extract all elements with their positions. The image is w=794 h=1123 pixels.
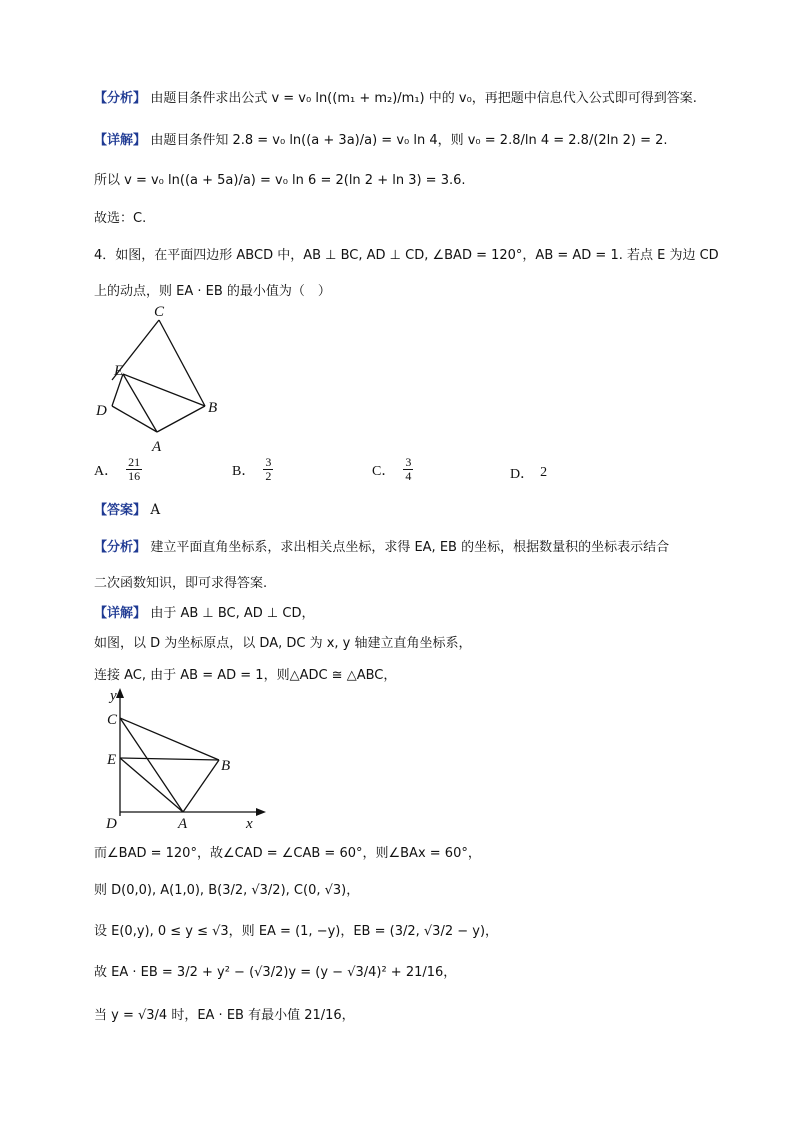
- q4-stem-2: [94, 281, 331, 302]
- fig2-label-A: A: [178, 816, 188, 832]
- fig1-label-E: E: [114, 363, 124, 379]
- q4-stem-line1: 4．如图，在平面四边形 ABCD 中，AB ⊥ BC, AD ⊥ CD, ∠BAD = 120°，AB = AD = 1. 若点 E 为边 CD: [94, 248, 719, 263]
- segment-EB: [120, 758, 219, 760]
- q4-detail-text-1: 由于 AB ⊥ BC, AD ⊥ CD，: [150, 606, 315, 621]
- fig2-label-E: E: [107, 752, 117, 768]
- option-a-fraction: $\frac{21}{16}$: [128, 455, 141, 483]
- prev-so: [94, 170, 466, 191]
- segment-CB: [159, 320, 205, 406]
- y-axis-arrow: [116, 688, 124, 698]
- option-b-fraction: $\frac{3}{2}$: [265, 455, 272, 483]
- q4-analysis-text-1: 建立平面直角坐标系，求出相关点坐标，求得 EA, EB 的坐标，根据数量积的坐标表示结合: [150, 540, 670, 555]
- answer-value: A: [150, 502, 161, 518]
- q4-line-min: [94, 1005, 355, 1026]
- option-c-label: C．: [372, 463, 396, 479]
- detail-tag: 【详解】: [94, 133, 147, 148]
- analysis-tag: 【分析】: [94, 91, 147, 106]
- q4-detail-text-2: 如图，以 D 为坐标原点，以 DA, DC 为 x, y 轴建立直角坐标系，: [94, 636, 472, 651]
- fig1-label-D: D: [96, 403, 107, 419]
- fig1-label-A: A: [152, 439, 162, 455]
- option-b-label: B．: [232, 463, 256, 479]
- fig2-label-B: B: [221, 758, 231, 774]
- line-dot-text: 故 EA · EB = 3/2 + y² − (√3/2)y = (y − √3/4)² + 21/16，: [94, 965, 457, 980]
- option-a-label: A．: [94, 463, 119, 479]
- line-coords-text: 则 D(0,0), A(1,0), B(3/2, √3/2), C(0, √3)，: [94, 883, 360, 898]
- line-angle-text: 而∠BAD = 120°，故∠CAD = ∠CAB = 60°，则∠BAx = 60°，: [94, 846, 481, 861]
- q4-detail-2: [94, 633, 471, 654]
- prev-detail-text: 由题目条件知 2.8 = v₀ ln((a + 3a)/a) = v₀ ln 4，则 v₀ = 2.8/ln 4 = 2.8/(2ln 2) = 2.: [150, 133, 668, 148]
- q4-line-dot: [94, 962, 456, 983]
- prev-analysis: [94, 88, 697, 109]
- analysis-tag-2: 【分析】: [94, 540, 147, 555]
- option-d[interactable]: [510, 463, 547, 483]
- option-d-value: 2: [540, 465, 548, 480]
- quadrilateral-figure: [90, 300, 230, 460]
- option-d-label: D．: [510, 467, 535, 482]
- option-b[interactable]: [232, 456, 275, 483]
- q4-stem-1: [94, 245, 719, 266]
- detail-tag-2: 【详解】: [94, 606, 147, 621]
- line-set-text: 设 E(0,y), 0 ≤ y ≤ √3，则 EA = (1, −y)，EB = (3/2, √3/2 − y)，: [94, 924, 499, 939]
- option-a[interactable]: [94, 456, 144, 483]
- fig2-label-D: D: [106, 816, 117, 832]
- fig1-label-B: B: [208, 400, 218, 416]
- q4-line-angle: [94, 843, 481, 864]
- segment-EA: [123, 374, 157, 432]
- q4-stem-line2: 上的动点，则 EA · EB 的最小值为（ ）: [94, 284, 331, 299]
- q4-detail-1: [94, 603, 314, 624]
- segment-EB: [123, 374, 205, 406]
- q4-line-coords: [94, 880, 359, 901]
- coordinate-figure: [100, 684, 270, 834]
- q4-analysis-2: [94, 573, 267, 594]
- line-min-text: 当 y = √3/4 时，EA · EB 有最小值 21/16，: [94, 1008, 355, 1023]
- answer-tag: 【答案】: [94, 503, 147, 518]
- fig2-label-y: y: [110, 688, 117, 704]
- prev-detail: [94, 130, 668, 151]
- segment-AB: [157, 406, 205, 432]
- q4-analysis-1: [94, 537, 669, 558]
- fig1-label-C: C: [154, 304, 165, 320]
- fig2-label-x: x: [246, 816, 253, 832]
- q4-detail-text-3: 连接 AC, 由于 AB = AD = 1，则△ADC ≅ △ABC，: [94, 668, 397, 683]
- segment-AB: [183, 760, 219, 812]
- fig2-label-C: C: [107, 712, 118, 728]
- q4-answer: [94, 500, 160, 521]
- prev-choice: [94, 208, 146, 229]
- segment-DA: [112, 406, 157, 432]
- q4-detail-3: [94, 665, 396, 686]
- option-c-fraction: $\frac{3}{4}$: [405, 455, 412, 483]
- option-c[interactable]: [372, 456, 415, 483]
- prev-choice-text: 故选：C.: [94, 211, 147, 226]
- q4-analysis-text-2: 二次函数知识，即可求得答案.: [94, 576, 268, 591]
- prev-so-text: 所以 v = v₀ ln((a + 5a)/a) = v₀ ln 6 = 2(ln 2 + ln 3) = 3.6.: [94, 173, 466, 188]
- q4-line-set: [94, 921, 498, 942]
- prev-analysis-text: 由题目条件求出公式 v = v₀ ln((m₁ + m₂)/m₁) 中的 v₀，再把题中信息代入公式即可得到答案.: [150, 91, 697, 106]
- segment-CA: [120, 718, 183, 812]
- x-axis-arrow: [256, 808, 266, 816]
